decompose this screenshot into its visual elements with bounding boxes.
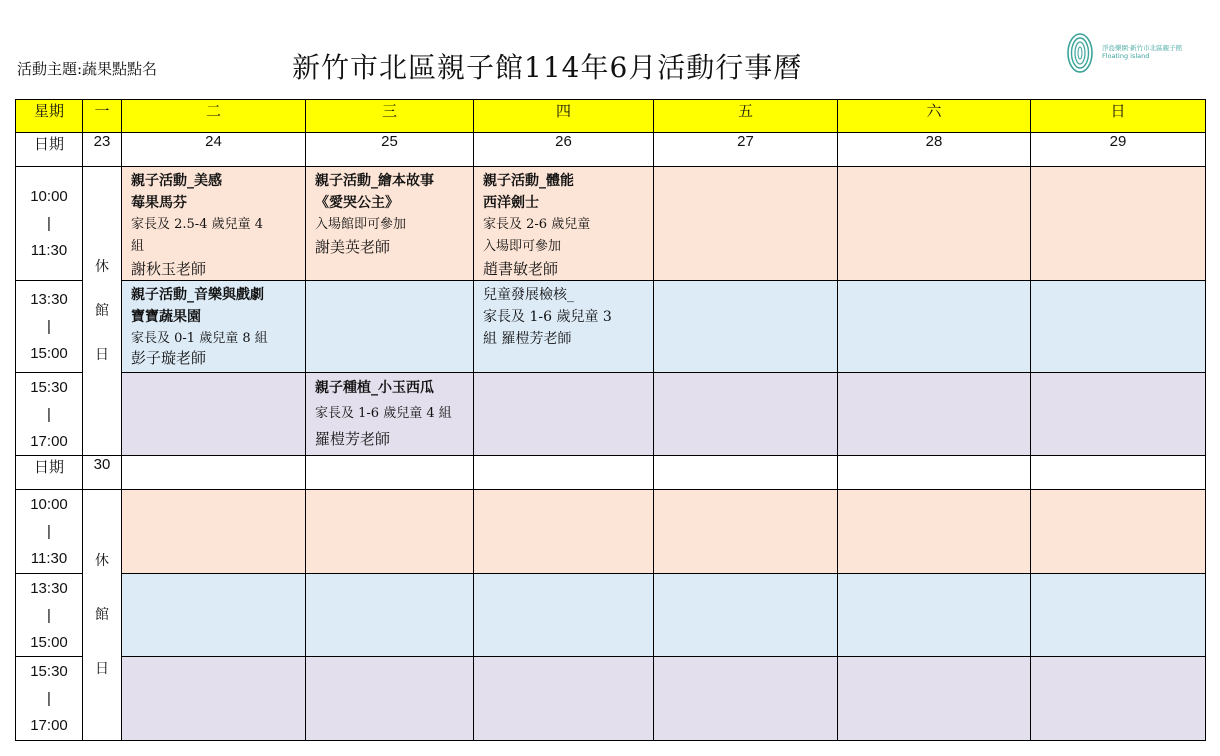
calendar-table	[15, 99, 1206, 741]
slot-row-late	[16, 657, 1206, 741]
empty-cell	[838, 456, 1031, 490]
slot-row-morning	[16, 490, 1206, 574]
weekday-wed: 三	[306, 100, 474, 133]
time-slot: 10:00 | 11:30	[16, 490, 83, 574]
empty-cell	[122, 574, 306, 657]
empty-cell	[654, 657, 838, 741]
weekday-sun: 日	[1031, 100, 1206, 133]
weekday-label: 星期	[16, 100, 83, 133]
empty-cell	[838, 490, 1031, 574]
date-cell: 28	[838, 133, 1031, 167]
brand-logo	[1064, 30, 1214, 76]
empty-cell	[1031, 373, 1206, 456]
empty-cell	[306, 657, 474, 741]
empty-cell	[1031, 657, 1206, 741]
closed-day-cell: 休 館 日	[83, 490, 122, 741]
date-row-week1	[16, 133, 1206, 167]
activity-topic: 活動主題:蔬果點點名	[17, 60, 158, 78]
event-cell: 親子活動_音樂與戲劇 寶寶蔬果園 家長及 0-1 歲兒童 8 組 彭子璇老師	[122, 281, 306, 373]
event-cell: 親子種植_小玉西瓜 家長及 1-6 歲兒童 4 組 羅榿芳老師	[306, 373, 474, 456]
weekday-thu: 四	[474, 100, 654, 133]
empty-cell	[474, 657, 654, 741]
slot-row-morning	[16, 167, 1206, 281]
date-cell: 23	[83, 133, 122, 167]
empty-cell	[122, 373, 306, 456]
empty-cell	[306, 574, 474, 657]
date-label: 日期	[16, 456, 83, 490]
closed-day-cell: 休 館 日	[83, 167, 122, 456]
empty-cell	[306, 456, 474, 490]
empty-cell	[654, 373, 838, 456]
island-logo-icon	[1066, 32, 1094, 74]
empty-cell	[654, 490, 838, 574]
time-slot: 13:30 | 15:00	[16, 281, 83, 373]
empty-cell	[654, 167, 838, 281]
empty-cell	[474, 456, 654, 490]
weekday-mon: 一	[83, 100, 122, 133]
time-slot: 15:30 | 17:00	[16, 657, 83, 741]
date-cell: 27	[654, 133, 838, 167]
event-cell: 兒童發展檢核_ 家長及 1-6 歲兒童 3 組 羅榿芳老師	[474, 281, 654, 373]
time-slot: 13:30 | 15:00	[16, 574, 83, 657]
empty-cell	[1031, 281, 1206, 373]
date-cell: 24	[122, 133, 306, 167]
empty-cell	[654, 456, 838, 490]
weekday-fri: 五	[654, 100, 838, 133]
empty-cell	[306, 281, 474, 373]
empty-cell	[1031, 456, 1206, 490]
event-cell: 親子活動_美感 莓果馬芬 家長及 2.5-4 歲兒童 4 組 謝秋玉老師	[122, 167, 306, 281]
empty-cell	[122, 456, 306, 490]
empty-cell	[474, 373, 654, 456]
event-cell: 親子活動_繪本故事 《愛哭公主》 入場館即可參加 謝美英老師	[306, 167, 474, 281]
weekday-header-row	[16, 100, 1206, 133]
weekday-tue: 二	[122, 100, 306, 133]
date-cell: 26	[474, 133, 654, 167]
empty-cell	[838, 574, 1031, 657]
empty-cell	[654, 281, 838, 373]
slot-row-afternoon	[16, 281, 1206, 373]
empty-cell	[474, 490, 654, 574]
slot-row-afternoon	[16, 574, 1206, 657]
empty-cell	[654, 574, 838, 657]
time-slot: 15:30 | 17:00	[16, 373, 83, 456]
date-label: 日期	[16, 133, 83, 167]
slot-row-late	[16, 373, 1206, 456]
empty-cell	[1031, 167, 1206, 281]
empty-cell	[838, 373, 1031, 456]
empty-cell	[306, 490, 474, 574]
empty-cell	[838, 657, 1031, 741]
empty-cell	[122, 657, 306, 741]
empty-cell	[122, 490, 306, 574]
logo-text: 淨島樂園‧新竹市北區親子館 Floating island	[1102, 44, 1183, 60]
empty-cell	[838, 281, 1031, 373]
date-cell: 25	[306, 133, 474, 167]
date-cell: 30	[83, 456, 122, 490]
time-slot: 10:00 | 11:30	[16, 167, 83, 281]
page-title: 新竹市北區親子館114年6月活動行事曆	[292, 51, 803, 84]
event-cell: 親子活動_體能 西洋劍士 家長及 2-6 歲兒童 入場即可參加 趙書敏老師	[474, 167, 654, 281]
empty-cell	[1031, 574, 1206, 657]
date-cell: 29	[1031, 133, 1206, 167]
weekday-sat: 六	[838, 100, 1031, 133]
empty-cell	[1031, 490, 1206, 574]
empty-cell	[838, 167, 1031, 281]
date-row-week2	[16, 456, 1206, 490]
empty-cell	[474, 574, 654, 657]
